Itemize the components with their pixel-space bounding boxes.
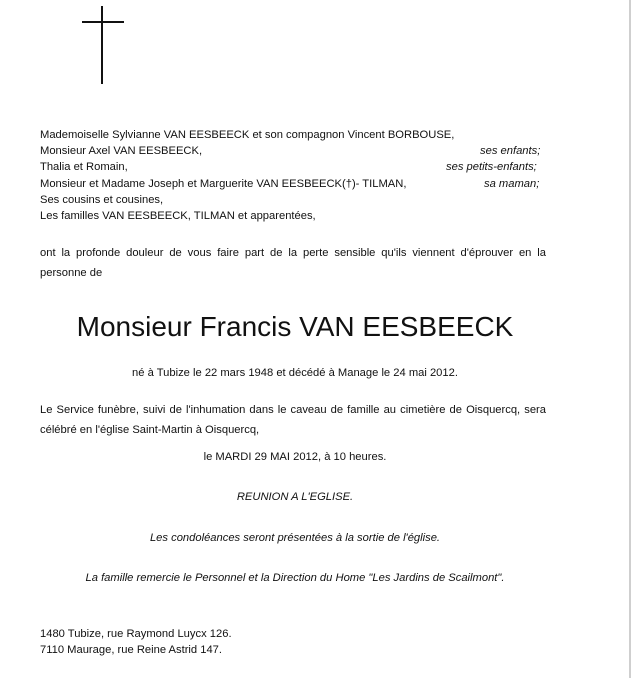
service-paragraph: Le Service funèbre, suivi de l'inhumation dans le caveau de famille au cimetière de Oisquercq, sera célébré en l'église Saint-Martin à Oisquercq, <box>40 404 546 436</box>
deceased-name: Monsieur Francis VAN EESBEECK <box>76 311 514 342</box>
family-line-6: Les familles VAN EESBEECK, TILMAN et apparentées, <box>40 210 316 222</box>
family-line-4-role: sa maman; <box>484 178 540 190</box>
family-line-2-name: Monsieur Axel VAN EESBEECK, <box>40 145 203 157</box>
family-line-4 <box>40 177 546 191</box>
thanks-notice: La famille remercie le Personnel et la Direction du Home "Les Jardins de Scailmont". <box>85 572 505 584</box>
family-line-2-role: ses enfants; <box>480 145 541 157</box>
address-tubize: 1480 Tubize, rue Raymond Luycx 126. <box>40 628 232 640</box>
family-line-3-role: ses petits-enfants; <box>446 161 537 173</box>
family-line-2 <box>40 144 546 158</box>
family-line-3-name: Thalia et Romain, <box>40 161 128 173</box>
family-line-1: Mademoiselle Sylvianne VAN EESBEECK et son compagnon Vincent BORBOUSE, <box>40 129 455 141</box>
family-line-3 <box>40 160 546 174</box>
family-line-5: Ses cousins et cousines, <box>40 194 164 206</box>
condolences-notice: Les condoléances seront présentées à la sortie de l'église. <box>149 532 441 544</box>
service-date: le MARDI 29 MAI 2012, à 10 heures. <box>203 451 387 463</box>
cross-icon <box>82 6 124 84</box>
announcement-paragraph: ont la profonde douleur de vous faire part de la perte sensible qu'ils viennent d'éprouver en la personne de <box>40 247 546 279</box>
meeting-notice: REUNION A L'EGLISE. <box>236 491 354 503</box>
address-maurage: 7110 Maurage, rue Reine Astrid 147. <box>40 644 223 656</box>
birth-death-line: né à Tubize le 22 mars 1948 et décédé à Manage le 24 mai 2012. <box>132 367 458 379</box>
family-line-4-name: Monsieur et Madame Joseph et Marguerite VAN EESBEECK(†)- TILMAN, <box>40 178 407 190</box>
